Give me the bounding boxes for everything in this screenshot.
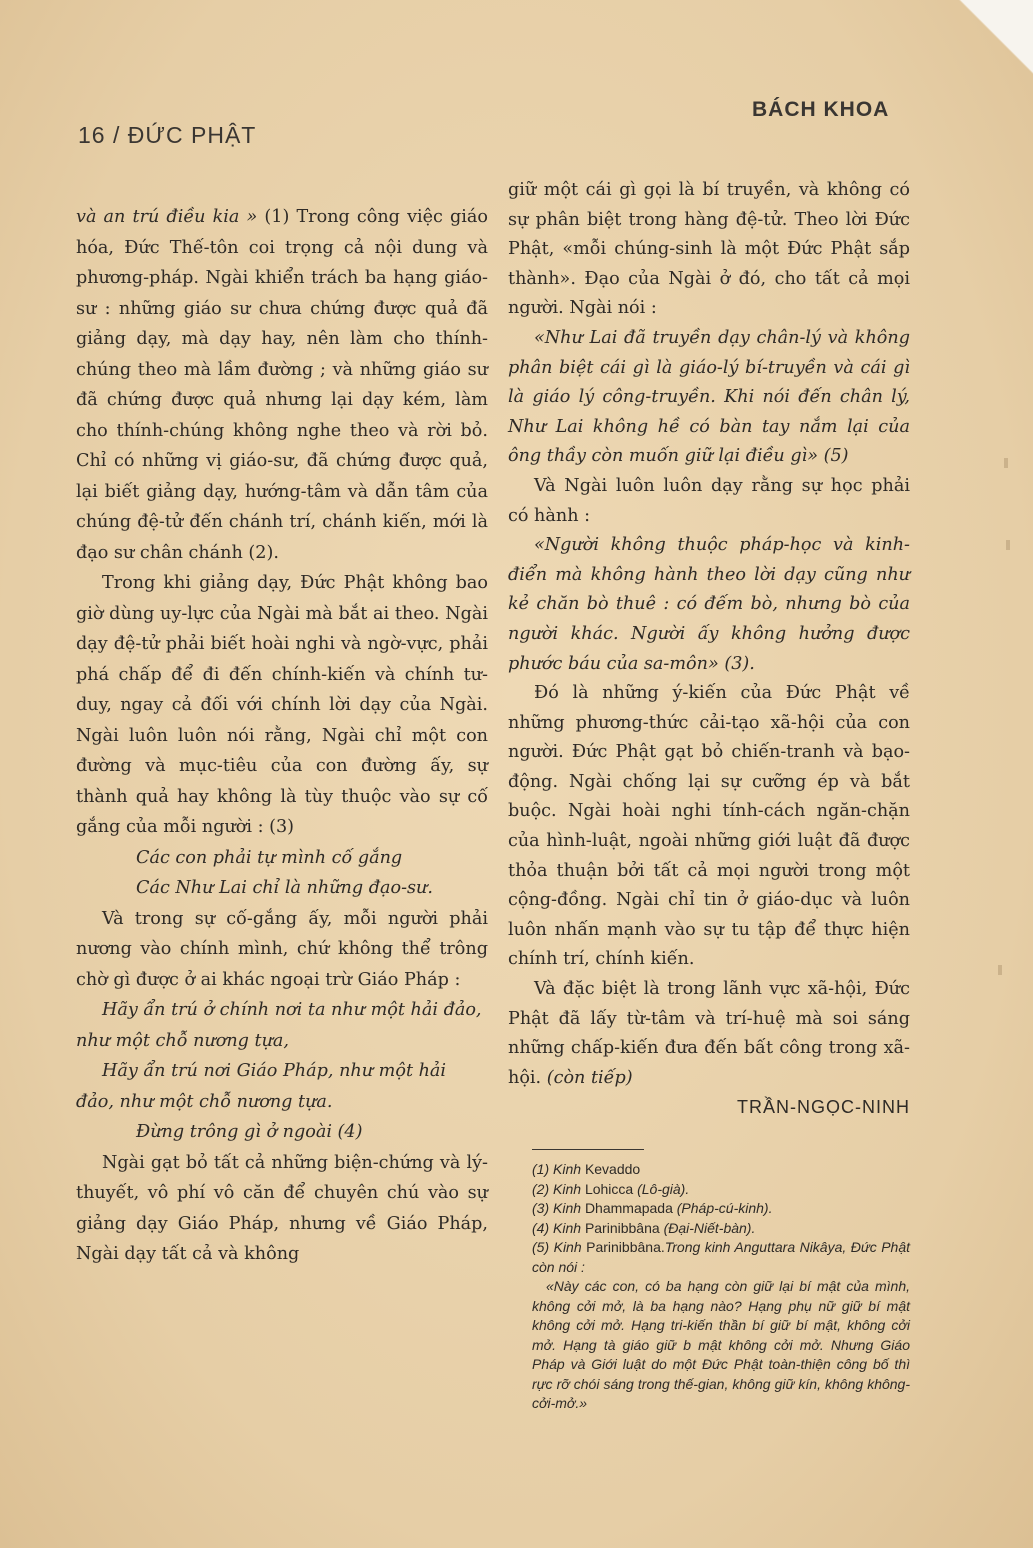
page-header-left: 16 / ĐỨC PHẬT [78, 122, 257, 148]
verse-2-line-3: Đừng trông gì ở ngoài (4) [136, 1122, 363, 1142]
left-paragraph-1 [76, 202, 488, 568]
verse-1-line-1: Các con phải tự mình cố gắng [136, 847, 403, 868]
footnote-5-quote: «Này các con, có ba hạng còn giữ lại bí mật của mình, không cởi mở, là ba hạng nào? Hạng phụ nữ giữ bí mật không cởi mở. Hạng tri-kiến thần bí giữ bí mật, không cởi mở. Hạng tà giáo giữ b mật không cởi mở. Nhưng Giáo Pháp và Giới luật do một Đức Phật toàn-thiện công bố thì rực rỡ chói sáng trong thế-gian, không giữ kín, không không-cởi-mở.» [532, 1278, 910, 1411]
footnote-2: (2) Kinh Lohicca (Lô-già). [532, 1180, 690, 1197]
right-paragraph-3: Đó là những ý-kiến của Đức Phật về những phương-thức cải-tạo xã-hội của con người. Đức Phật gạt bỏ chiến-tranh và bạo-động. Ngài chống lại sự cưỡng ép và bắt buộc. Ngài hoài nghi tính-cách ngăn-chặn của hình-luật, ngoài những giới luật đã được thỏa thuận bởi tất cả mọi người trong một cộng-đồng. Ngài chỉ tin ở giáo-dục và luôn luôn nhấn mạnh vào sự tu tập để thực hiện chính trí, chính kiến. [508, 683, 910, 970]
verse-1-line-2: Các Như Lai chỉ là những đạo-sư. [136, 878, 433, 898]
verse-2-line-2: Hãy ẩn trú nơi Giáo Pháp, như một hải đảo, như một chỗ nương tựa. [76, 1061, 447, 1112]
page-header-right: BÁCH KHOA [752, 98, 890, 121]
right-paragraph-4 [508, 975, 910, 1093]
left-paragraph-1-lead: và an trú điều kia » [76, 207, 258, 227]
right-quote-1: «Như Lai đã truyền dạy chân-lý và không phân biệt cái gì là giáo-lý bí-truyền và cái gì là giáo lý công-truyền. Khi nói đến chân lý, Như Lai không hề có bàn tay nắm lại của ông thầy còn muốn giữ lại điều gì» (5) [508, 327, 910, 467]
right-paragraph-4-text: Và đặc biệt là trong lãnh vực xã-hội, Đức Phật đã lấy từ-tâm và trí-huệ mà soi sáng những chấp-kiến đưa đến bất công trong xã-hội. [508, 979, 910, 1088]
footnote-3: (3) Kinh Dhammapada (Pháp-cú-kinh). [532, 1200, 773, 1216]
right-column [508, 176, 910, 1414]
right-paragraph-1: giữ một cái gì gọi là bí truyền, và không có sự phân biệt trong hàng đệ-tử. Theo lời Đức Phật, «mỗi chúng-sinh là một Đức Phật sắp thành». Đạo của Ngài ở đó, cho tất cả mọi người. Ngài nói : [508, 180, 910, 319]
right-quote-2: «Người không thuộc pháp-học và kinh-điển mà không hành theo lời dạy cũng như kẻ chăn bò thuê : có đếm bò, nhưng bò của người khác. Người ấy không hưởng được phước báu của sa-môn» (3). [508, 535, 910, 674]
verse-2-line-1: Hãy ẩn trú ở chính nơi ta như một hải đảo, như một chỗ nương tựa, [76, 1000, 482, 1051]
right-paragraph-2: Và Ngài luôn luôn dạy rằng sự học phải có hành : [508, 475, 910, 526]
left-paragraph-4: Ngài gạt bỏ tất cả những biện-chứng và lý-thuyết, vô phí vô căn để chuyên chú vào sự giảng dạy Giáo Pháp, nhưng về Giáo Pháp, Ngài dạy tất cả và không [76, 1152, 488, 1264]
paper-speck [1006, 540, 1010, 550]
left-paragraph-1-text: (1) Trong công việc giáo hóa, Đức Thế-tôn coi trọng cả nội dung và phương-pháp. Ngài khiển trách ba hạng giáo-sư : những giáo sư chưa chứng được quả đã giảng dạy, mà dạy hay, nên làm cho thính-chúng theo mà lầm đường ; và những giáo sư đã chứng được quả nhưng lại dạy kém, làm cho thính-chúng không nghe theo và rời bỏ. Chỉ có những vị giáo-sư, đã chứng được quả, lại biết giảng dạy, hướng-tâm và dẫn tâm của chúng đệ-tử đến chánh trí, chánh kiến, mới là đạo sư chân chánh (2). [76, 207, 488, 563]
author-signature: TRẦN-NGỌC-NINH [737, 1097, 910, 1118]
continued-note: (còn tiếp) [546, 1067, 633, 1088]
left-paragraph-3: Và trong sự cố-gắng ấy, mỗi người phải nương vào chính mình, chứ không thể trông chờ gì được ở ai khác ngoại trừ Giáo Pháp : [76, 908, 488, 990]
footnote-1: (1) Kinh Kevaddo [532, 1161, 641, 1177]
paper-speck [1004, 458, 1008, 468]
left-column [76, 202, 488, 1270]
footnotes [508, 1160, 910, 1414]
left-paragraph-2: Trong khi giảng dạy, Đức Phật không bao giờ dùng uy-lực của Ngài mà bắt ai theo. Ngài dạy đệ-tử phải biết hoài nghi và ngờ-vực, phải phá chấp để đi đến chính-kiến và chính tư-duy, ngay cả đối với chính lời dạy của Ngài. Ngài luôn luôn nói rằng, Ngài chỉ một con đường và mục-tiêu của con đường ấy, sự thành quả hay không là tùy thuộc vào sự cố gắng của mỗi người : (3) [76, 573, 488, 837]
paper-speck [998, 965, 1002, 975]
footnote-divider [532, 1149, 644, 1150]
footnote-5: (5) Kinh Parinibbâna.Trong kinh Anguttara Nikâya, Đức Phật còn nói : [532, 1239, 911, 1275]
torn-corner [913, 0, 1033, 120]
footnote-4: (4) Kinh Parinibbâna (Đại-Niết-bàn). [532, 1219, 756, 1236]
